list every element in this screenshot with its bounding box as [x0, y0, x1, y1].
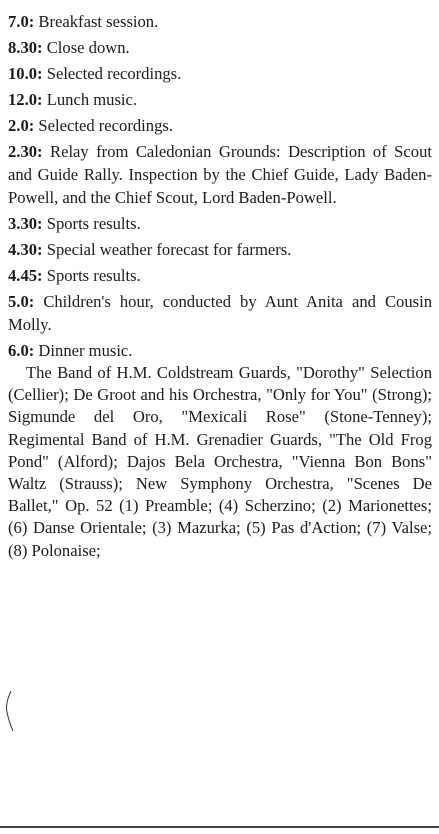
entry-text: Sports results.: [42, 266, 141, 285]
entry-time: 4.45:: [8, 266, 43, 285]
programme-entry: [8, 10, 432, 33]
programme-entry: [8, 290, 432, 336]
programme-entry: [8, 62, 432, 85]
entry-time: 8.30:: [8, 38, 43, 57]
programme-entry: [8, 36, 432, 59]
entry-text: Close down.: [42, 38, 130, 57]
entry-time: 3.30:: [8, 214, 43, 233]
programme-entry: [8, 114, 432, 137]
programme-entry: [8, 264, 432, 287]
entry-time: 5.0:: [8, 292, 35, 311]
bottom-rule: [0, 826, 439, 828]
programme-entry: [8, 140, 432, 209]
entry-text: Relay from Caledonian Grounds: Description of Scout and Guide Rally. Inspection by the Chief Guide, Lady Baden-Powell, and the Chief Scout, Lord Baden-Powell.: [8, 142, 432, 207]
entry-time: 2.0:: [8, 116, 35, 135]
entry-text: Children's hour, conducted by Aunt Anita and Cousin Molly.: [8, 292, 432, 334]
entry-time: 4.30:: [8, 240, 43, 259]
entry-text: Lunch music.: [42, 90, 138, 109]
programme-entry: [8, 88, 432, 111]
programme-entry: [8, 238, 432, 261]
entry-time: 12.0:: [8, 90, 43, 109]
entry-text: Sports results.: [42, 214, 141, 233]
entry-time: 10.0:: [8, 64, 43, 83]
programme-entry: [8, 212, 432, 235]
entry-time: 2.30:: [8, 142, 43, 161]
entry-time: 6.0:: [8, 341, 35, 360]
entry-text: Selected recordings.: [42, 64, 182, 83]
programme-entry: [8, 339, 432, 362]
entry-text: Selected recordings.: [34, 116, 173, 135]
entry-text: Breakfast session.: [34, 12, 159, 31]
radio-programme-column: [8, 10, 432, 562]
entry-time: 7.0:: [8, 12, 35, 31]
margin-bracket-mark: [4, 690, 14, 732]
entry-text: Special weather forecast for farmers.: [42, 240, 292, 259]
dinner-music-details: The Band of H.M. Coldstream Guards, "Dorothy" Selection (Cellier); De Groot and his Orchestra, "Only for You" (Strong); Sigmunde del Oro, "Mexicali Rose" (Stone-Tenney); Regimental Band of H.M. Grenadier Guards, "The Old Frog Pond" (Alford); Dajos Bela Orchestra, "Vienna Bon Bons" Waltz (Strauss); New Symphony Orchestra, "Scenes De Ballet," Op. 52 (1) Preamble; (4) Scherzino; (2) Marionettes; (6) Danse Orientale; (3) Mazurka; (5) Pas d'Action; (7) Valse; (8) Polonaise;: [8, 363, 432, 560]
entry-text: Dinner music.: [34, 341, 133, 360]
